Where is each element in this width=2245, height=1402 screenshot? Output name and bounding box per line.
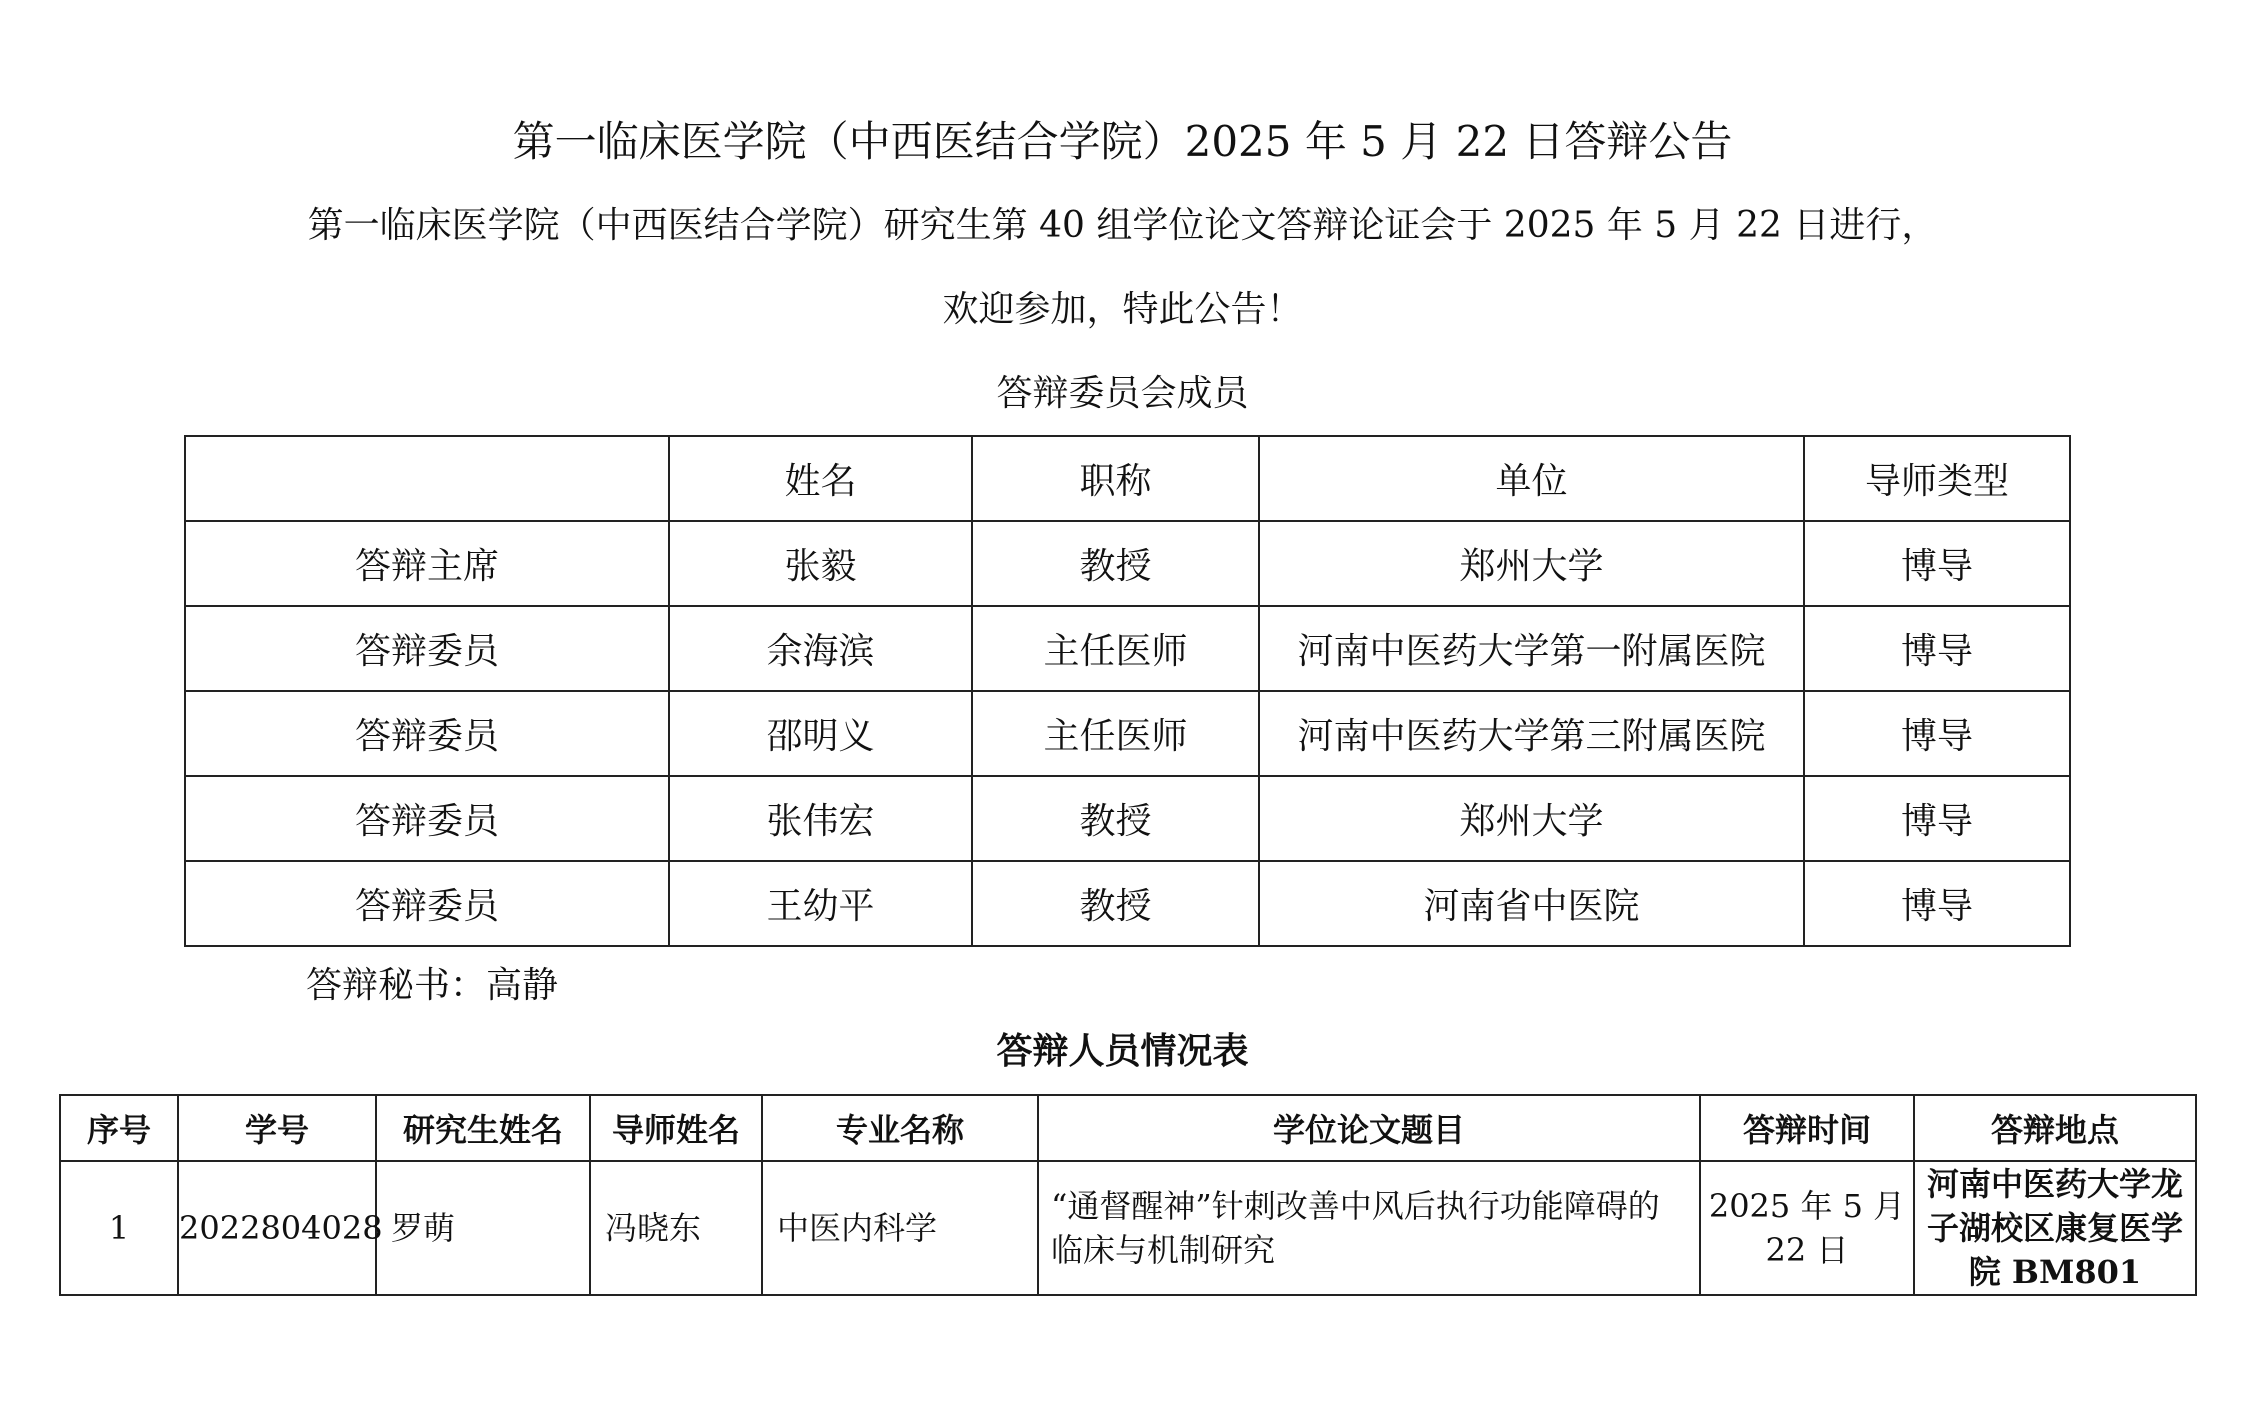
candidates-header-row: [60, 1095, 2196, 1161]
candidate-thesis-title: “通督醒神”针刺改善中风后执行功能障碍的临床与机制研究: [1038, 1161, 1700, 1295]
committee-row: [185, 606, 2070, 691]
candidate-student-id: 2022804028: [178, 1161, 376, 1295]
committee-member-unit: 河南中医药大学第一附属医院: [1259, 606, 1804, 691]
committee-role: 答辩委员: [185, 691, 669, 776]
committee-member-unit: 郑州大学: [1259, 776, 1804, 861]
committee-header-cell: 姓名: [669, 436, 972, 521]
committee-member-supervisor-type: 博导: [1804, 776, 2070, 861]
committee-header-cell: 导师类型: [1804, 436, 2070, 521]
committee-role: 答辩委员: [185, 861, 669, 946]
notice-text-line-2: 欢迎参加，特此公告！: [942, 289, 1303, 330]
committee-member-title: 主任医师: [972, 691, 1259, 776]
committee-role: 答辩委员: [185, 606, 669, 691]
committee-member-name: 余海滨: [669, 606, 972, 691]
candidate-major: 中医内科学: [762, 1161, 1038, 1295]
candidate-defense-location: 河南中医药大学龙子湖校区康复医学院 BM801: [1914, 1161, 2196, 1295]
committee-member-supervisor-type: 博导: [1804, 521, 2070, 606]
candidates-header-cell: 研究生姓名: [376, 1095, 590, 1161]
committee-header-cell: [185, 436, 669, 521]
committee-member-title: 教授: [972, 521, 1259, 606]
committee-member-unit: 郑州大学: [1259, 521, 1804, 606]
candidates-table: [59, 1094, 2197, 1296]
committee-member-supervisor-type: 博导: [1804, 861, 2070, 946]
committee-row: [185, 521, 2070, 606]
candidate-defense-time: 2025 年 5 月 22 日: [1700, 1161, 1914, 1295]
committee-row: [185, 861, 2070, 946]
candidates-section-title: 答辩人员情况表: [996, 1030, 1249, 1072]
committee-row: [185, 776, 2070, 861]
notice-text-line-1: 第一临床医学院（中西医结合学院）研究生第 40 组学位论文答辩论证会于 2025 年 5 月 22 日进行，: [307, 205, 1938, 246]
candidates-header-cell: 学位论文题目: [1038, 1095, 1700, 1161]
committee-member-title: 教授: [972, 776, 1259, 861]
defense-secretary: 答辩秘书：高静: [306, 965, 559, 1006]
candidate-supervisor: 冯晓东: [590, 1161, 762, 1295]
committee-member-supervisor-type: 博导: [1804, 606, 2070, 691]
committee-header-cell: 职称: [972, 436, 1259, 521]
committee-header-row: [185, 436, 2070, 521]
committee-member-unit: 河南中医药大学第三附属医院: [1259, 691, 1804, 776]
candidates-header-cell: 答辩地点: [1914, 1095, 2196, 1161]
candidates-header-cell: 导师姓名: [590, 1095, 762, 1161]
candidates-header-cell: 序号: [60, 1095, 178, 1161]
committee-member-name: 邵明义: [669, 691, 972, 776]
candidate-index: 1: [60, 1161, 178, 1295]
committee-member-name: 王幼平: [669, 861, 972, 946]
committee-member-name: 张伟宏: [669, 776, 972, 861]
committee-member-title: 主任医师: [972, 606, 1259, 691]
committee-header-cell: 单位: [1259, 436, 1804, 521]
committee-role: 答辩委员: [185, 776, 669, 861]
committee-role: 答辩主席: [185, 521, 669, 606]
committee-member-supervisor-type: 博导: [1804, 691, 2070, 776]
committee-section-title: 答辩委员会成员: [996, 373, 1249, 414]
candidates-header-cell: 答辩时间: [1700, 1095, 1914, 1161]
committee-table: [184, 435, 2071, 947]
committee-member-name: 张毅: [669, 521, 972, 606]
committee-member-unit: 河南省中医院: [1259, 861, 1804, 946]
candidate-name: 罗萌: [376, 1161, 590, 1295]
committee-row: [185, 691, 2070, 776]
candidates-header-cell: 学号: [178, 1095, 376, 1161]
committee-member-title: 教授: [972, 861, 1259, 946]
page-title: 第一临床医学院（中西医结合学院）2025 年 5 月 22 日答辩公告: [512, 117, 1733, 166]
candidate-row: [60, 1161, 2196, 1295]
candidates-header-cell: 专业名称: [762, 1095, 1038, 1161]
